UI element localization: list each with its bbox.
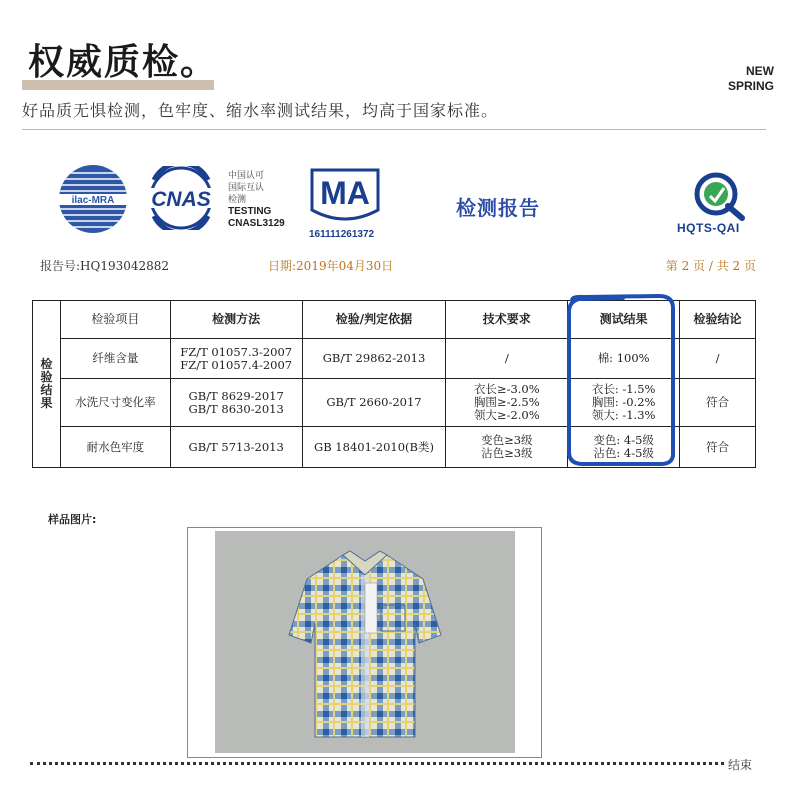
ilac-mra-logo [57,163,129,235]
row-conclusion: 符合 [680,427,756,468]
header-divider [22,129,766,130]
row-basis: GB/T 29862-2013 [302,339,446,379]
cnas-caption-cn1: 中国认可 [228,171,265,181]
row-result: 棉: 100% [568,339,680,379]
row-basis: GB/T 2660-2017 [302,379,446,427]
page-title: 权威质检。 [28,42,219,83]
header-item: 检验项目 [60,301,170,339]
header-conclusion: 检验结论 [680,301,756,339]
row-requirement: 变色≥3级 沾色≥3级 [446,427,568,468]
report-date: 日期:2019年04月30日 [268,259,394,273]
row-conclusion: 符合 [680,379,756,427]
hqts-logo-text: HQTS-QAI [677,221,740,235]
cma-logo-text: MA [320,175,370,211]
cnas-logo-text: CNAS [151,188,211,211]
row-item: 纤维含量 [60,339,170,379]
header-basis: 检验/判定依据 [302,301,446,339]
table-side-label: 检 验 结 果 [33,301,61,468]
season-tag-line1: NEW [746,64,774,78]
cma-number: 161111261372 [309,229,375,240]
row-result: 衣长: -1.5% 胸围: -0.2% 领大: -1.3% [568,379,680,427]
cnas-caption-cn3: 检测 [228,195,247,205]
sample-label: 样品图片: [48,513,97,526]
footer-dotted-line [30,762,724,766]
cnas-caption-en1: TESTING [228,206,272,217]
ilac-logo-text: ilac-MRA [71,195,115,206]
row-basis: GB 18401-2010(B类) [302,427,446,468]
cma-logo [306,166,384,226]
row-requirement: 衣长≥-3.0% 胸围≥-2.5% 领大≥-2.0% [446,379,568,427]
cnas-logo [138,166,224,230]
row-item: 水洗尺寸变化率 [60,379,170,427]
season-tag-line2: SPRING [727,79,774,93]
cnas-caption-cn2: 国际互认 [228,183,265,193]
row-requirement: / [446,339,568,379]
report-number: 报告号:HQ193042882 [40,259,170,273]
cnas-caption-en2: CNASL3129 [228,218,285,229]
footer-end-text: 结束 [728,758,753,772]
page-subtitle: 好品质无惧检测，色牢度、缩水率测试结果，均高于国家标准。 [22,101,499,120]
header-method: 检测方法 [170,301,302,339]
row-item: 耐水色牢度 [60,427,170,468]
row-conclusion: / [680,339,756,379]
row-method: GB/T 5713-2013 [170,427,302,468]
result-highlight-marker [563,292,679,470]
header-result: 测试结果 [568,301,680,339]
sample-shirt-photo [215,531,515,753]
report-title: 检测报告 [456,196,540,220]
season-tag [728,64,774,94]
hqts-logo [690,172,748,222]
report-page: 第 2 页 / 共 2 页 [665,259,756,273]
row-result: 变色: 4-5级 沾色: 4-5级 [568,427,680,468]
header-requirement: 技术要求 [446,301,568,339]
row-method: GB/T 8629-2017 GB/T 8630-2013 [170,379,302,427]
row-method: FZ/T 01057.3-2007 FZ/T 01057.4-2007 [170,339,302,379]
cnas-caption [228,170,285,230]
